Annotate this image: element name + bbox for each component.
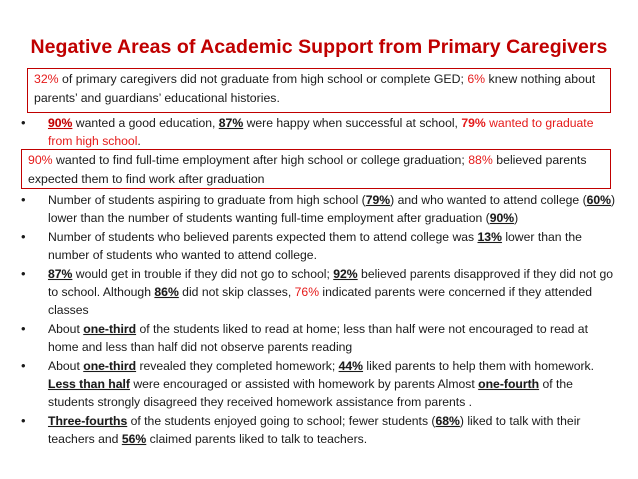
item-text: of the students strongly disagreed they received homework assistance from parents .	[48, 377, 573, 409]
bullet-marker: •	[21, 192, 26, 207]
item-text: ) liked to talk with their teachers and	[48, 414, 581, 446]
item-text: wanted to graduate from high school	[48, 116, 594, 148]
item-text: Number of students who believed parents expected them to attend college was	[48, 230, 478, 244]
stat-value: one-third	[83, 359, 137, 373]
list-item	[21, 357, 621, 411]
page-title: Negative Areas of Academic Support from Primary Caregivers	[30, 36, 608, 58]
stat-value: 92%	[333, 267, 358, 281]
stat-value: 86%	[154, 285, 179, 299]
stat-value: 68%	[435, 414, 460, 428]
item-text: did not skip classes,	[178, 285, 295, 299]
callout-text: wanted to find full-time employment after high school or college graduation;	[52, 153, 469, 167]
callout-text: knew nothing about parents’ and guardians’ educational histories.	[34, 72, 596, 105]
stat-value: 60%	[586, 193, 612, 207]
callout-text: of primary caregivers did not graduate from high school or complete GED;	[58, 72, 468, 86]
item-text: would get in trouble if they did not go to school;	[72, 267, 334, 281]
bullet-marker: •	[21, 413, 26, 428]
stat-value: 6%	[467, 72, 486, 86]
item-text: revealed they completed homework;	[136, 359, 339, 373]
item-text: wanted a good education,	[72, 116, 219, 130]
stat-value: 76%	[294, 285, 320, 299]
item-text: Number of students aspiring to graduate from high school (	[48, 193, 366, 207]
stat-value: 90%	[28, 153, 53, 167]
item-text: liked parents to help them with homework.	[363, 359, 595, 373]
stat-value: Less than half	[48, 377, 130, 391]
item-text: lower than the number of students who wanted to attend college.	[48, 230, 582, 262]
bullet-list-main	[21, 191, 621, 449]
item-text: About	[48, 322, 84, 336]
caregiver-education-callout	[27, 68, 611, 113]
item-text: were happy when successful at school,	[243, 116, 462, 130]
bullet-marker: •	[21, 266, 26, 281]
stat-value: Three-fourths	[48, 414, 128, 428]
list-item	[21, 412, 621, 448]
stat-value: 87%	[48, 267, 73, 281]
bullet-marker: •	[21, 229, 26, 244]
employment-callout	[21, 149, 611, 189]
list-item	[21, 228, 621, 264]
item-text: of the students liked to read at home; less than half were not encouraged to read at home and less than half did not observe parents reading	[48, 322, 588, 354]
item-text: .	[137, 134, 141, 148]
bullet-list-top	[21, 114, 621, 151]
list-item	[21, 320, 621, 356]
item-text: indicated parents were concerned if they attended classes	[48, 285, 593, 317]
item-text: of the students enjoyed going to school; fewer students (	[127, 414, 436, 428]
stat-value: 13%	[477, 230, 502, 244]
stat-value: 56%	[121, 432, 147, 446]
item-text: ) lower than the number of students wanting full-time employment after graduation (	[48, 193, 616, 225]
stat-value: 87%	[218, 116, 244, 130]
bullet-marker: •	[21, 115, 26, 130]
stat-value: 79%	[365, 193, 391, 207]
item-text: About	[48, 359, 84, 373]
item-text: )	[514, 211, 519, 225]
stat-value: 90%	[48, 116, 73, 130]
list-item	[21, 265, 621, 319]
list-item	[21, 114, 621, 150]
stat-value: one-third	[83, 322, 137, 336]
stat-value: one-fourth	[478, 377, 540, 391]
bullet-marker: •	[21, 321, 26, 336]
stat-value: 79%	[461, 116, 486, 130]
item-text: were encouraged or assisted with homework by parents Almost	[129, 377, 479, 391]
item-text: believed parents disapproved if they did not go to school. Although	[48, 267, 614, 299]
item-text: claimed parents liked to talk to teachers.	[146, 432, 368, 446]
callout-text: believed parents expected them to find work after graduation	[28, 153, 587, 186]
stat-value: 32%	[34, 72, 59, 86]
stat-value: 88%	[468, 153, 493, 167]
item-text: ) and who wanted to attend college (	[390, 193, 587, 207]
list-item	[21, 191, 621, 227]
stat-value: 44%	[338, 359, 364, 373]
bullet-marker: •	[21, 358, 26, 373]
stat-value: 90%	[489, 211, 515, 225]
